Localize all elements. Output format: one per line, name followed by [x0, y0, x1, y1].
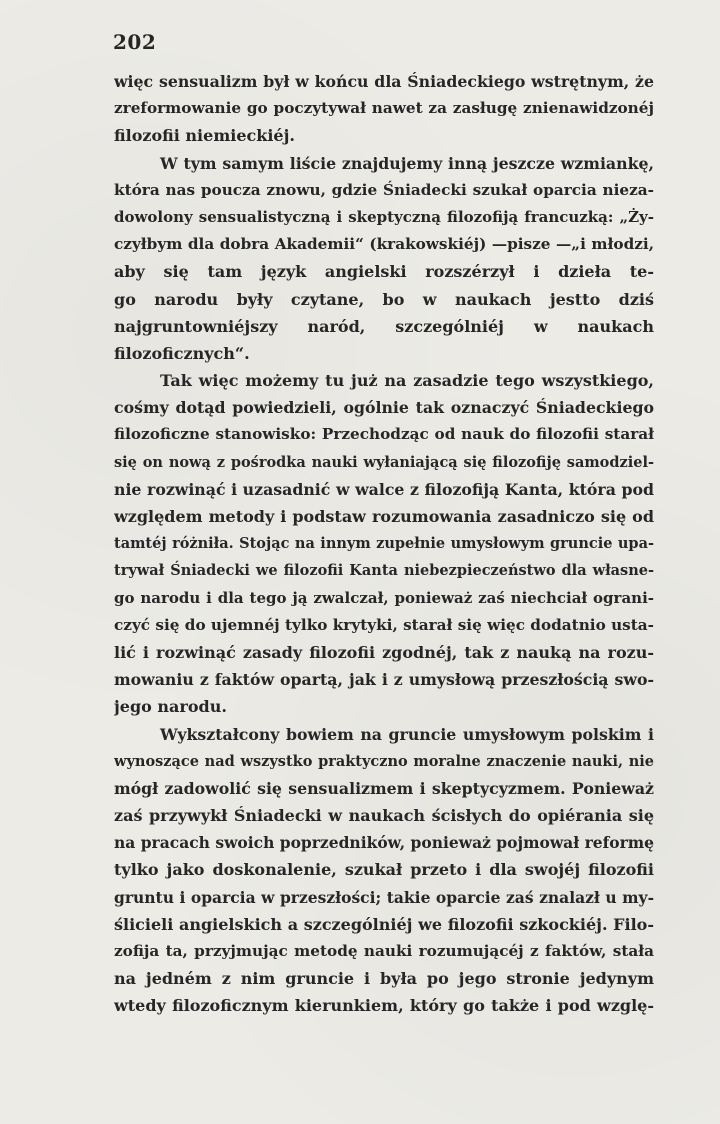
text-line: gruntu i oparcia w przeszłości; takie oparcie zaś znalazł u my-	[114, 887, 654, 907]
text-line: wtedy filozoficznym kierunkiem, który go także i pod wzglę-	[114, 996, 654, 1016]
page-number: 202	[113, 30, 157, 54]
text-line: czyć się do ujemnéj tylko krytyki, starał się więc dodatnio usta-	[114, 615, 654, 634]
text-line: jego narodu.	[114, 697, 227, 717]
body-text	[114, 68, 654, 1020]
text-line: filozoficzne stanowisko: Przechodząc od nauk do filozofii starał	[114, 425, 654, 444]
text-line: cośmy dotąd powiedzieli, ogólnie tak oznaczyć Śniadeckiego	[114, 398, 654, 418]
text-line: zaś przywykł Śniadecki w naukach ścisłych do opiérania się	[114, 806, 654, 826]
text-line: najgruntowniéjszy naród, szczególniéj w naukach	[114, 316, 654, 336]
text-line: tamtéj różniła. Stojąc na innym zupełnie umysłowym gruncie upa-	[114, 535, 654, 553]
text-line: Wykształcony bowiem na gruncie umysłowym polskim i	[160, 724, 654, 744]
text-line: go narodu i dla tego ją zwalczał, ponieważ zaś niechciał ograni-	[114, 588, 654, 607]
text-line: go narodu były czytane, bo w naukach jestto dziś	[114, 289, 654, 309]
text-line: mógł zadowolić się sensualizmem i skeptycyzmem. Ponieważ	[114, 778, 654, 798]
text-line: tylko jako doskonalenie, szukał przeto i dla swojéj filozofii	[114, 860, 654, 880]
text-line: lić i rozwinąć zasady filozofii zgodnéj, tak z nauką na rozu-	[114, 642, 654, 662]
text-line: filozofii niemieckiéj.	[114, 126, 295, 146]
text-line: na pracach swoich poprzedników, ponieważ pojmował reformę	[114, 833, 654, 853]
text-line: dowolony sensualistyczną i skeptyczną filozofiją francuzką: „Ży-	[114, 207, 654, 226]
text-line: zofija ta, przyjmując metodę nauki rozumującéj z faktów, stała	[114, 942, 654, 960]
text-line: mowaniu z faktów opartą, jak i z umysłową przeszłością swo-	[114, 670, 654, 690]
text-line: filozoficznych“.	[114, 343, 250, 363]
text-line: nie rozwinąć i uzasadnić w walce z filozofiją Kanta, która pod	[114, 479, 654, 499]
text-line: ślicieli angielskich a szczególniéj we filozofii szkockiéj. Filo-	[114, 914, 654, 934]
text-line: się on nową z pośrodka nauki wyłaniającą się filozofiję samodziel-	[114, 453, 654, 471]
text-line: trywał Śniadecki we filozofii Kanta niebezpieczeństwo dla własne-	[114, 562, 654, 580]
text-line: na jedném z nim gruncie i była po jego stronie jedynym	[114, 969, 654, 989]
text-line: W tym samym liście znajdujemy inną jeszcze wzmiankę,	[160, 153, 654, 173]
text-line: Tak więc możemy tu już na zasadzie tego wszystkiego,	[160, 371, 654, 391]
text-line: wynoszące nad wszystko praktyczno moralne znaczenie nauki, nie	[114, 752, 654, 770]
text-line: aby się tam język angielski rozszérzył i dzieła te-	[114, 262, 654, 282]
text-line: czyłbym dla dobra Akademii“ (krakowskiéj) —pisze —„i młodzi,	[114, 235, 654, 254]
text-line: która nas poucza znowu, gdzie Śniadecki szukał oparcia nieza-	[114, 180, 654, 199]
text-line: względem metody i podstaw rozumowania zasadniczo się od	[114, 507, 654, 526]
text-line: zreformowanie go poczytywał nawet za zasługę znienawidzonéj	[114, 99, 654, 118]
text-line: więc sensualizm był w końcu dla Śniadeckiego wstrętnym, że	[114, 72, 654, 91]
